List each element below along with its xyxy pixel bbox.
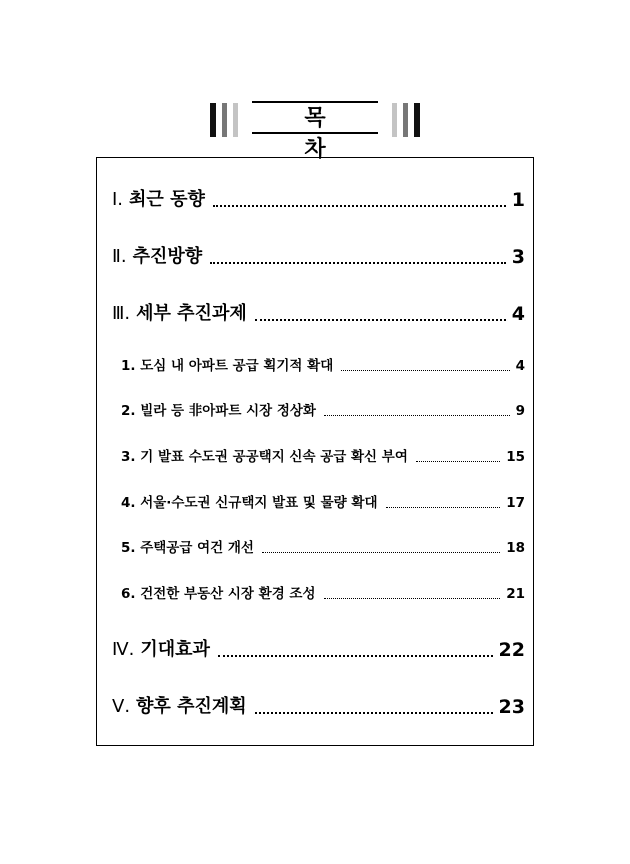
dot-leader	[416, 461, 500, 462]
toc-entry-subsection-4[interactable]	[121, 493, 525, 513]
page-number: 23	[498, 696, 525, 718]
toc-entry-section-2[interactable]	[112, 244, 525, 270]
section-number: Ⅳ.	[112, 639, 135, 660]
page-number: 21	[506, 586, 525, 602]
section-title: 기대효과	[140, 639, 210, 660]
page-number: 3	[511, 246, 525, 268]
decorative-bar	[222, 103, 227, 137]
dot-leader	[213, 205, 506, 207]
section-number: Ⅱ.	[112, 246, 127, 267]
section-title: 추진방향	[132, 246, 203, 267]
dot-leader	[341, 370, 509, 371]
section-number: Ⅴ.	[112, 696, 131, 717]
toc-entry-subsection-3[interactable]	[121, 447, 525, 467]
section-number: Ⅰ.	[112, 189, 124, 210]
dot-leader	[324, 598, 501, 599]
page-number: 18	[506, 540, 525, 556]
toc-entry-subsection-6[interactable]	[121, 584, 525, 604]
toc-entry-section-1[interactable]	[112, 187, 525, 213]
subsection-title: 6. 건전한 부동산 시장 환경 조성	[121, 586, 316, 602]
toc-title-block	[0, 101, 630, 162]
toc-entry-section-4[interactable]	[112, 637, 525, 663]
subsection-title: 1. 도심 내 아파트 공급 획기적 확대	[121, 358, 334, 374]
page-title: 목 차	[252, 101, 378, 134]
page-number: 1	[511, 189, 525, 211]
decorative-bar	[210, 103, 216, 137]
section-title: 세부 추진과제	[136, 303, 247, 324]
decorative-bar	[392, 103, 397, 137]
decorative-bar	[403, 103, 408, 137]
toc-entry-subsection-2[interactable]	[121, 401, 525, 421]
section-title: 향후 추진계획	[136, 696, 247, 717]
toc-entry-section-5[interactable]	[112, 694, 525, 720]
dot-leader	[386, 507, 501, 508]
page-number: 9	[515, 403, 525, 419]
dot-leader	[262, 552, 500, 553]
subsection-title: 4. 서울·수도권 신규택지 발표 및 물량 확대	[121, 495, 378, 511]
dot-leader	[218, 655, 493, 657]
page-number: 22	[498, 639, 525, 661]
dot-leader	[255, 319, 506, 321]
section-number: Ⅲ.	[112, 303, 131, 324]
toc-entry-subsection-5[interactable]	[121, 538, 525, 558]
subsection-title: 5. 주택공급 여건 개선	[121, 540, 254, 556]
toc-entry-subsection-1[interactable]	[121, 356, 525, 376]
subsection-title: 2. 빌라 등 非아파트 시장 정상화	[121, 403, 316, 419]
page-number: 17	[506, 495, 525, 511]
decorative-bar	[233, 103, 238, 137]
dot-leader	[210, 262, 506, 264]
dot-leader	[255, 712, 493, 714]
subsection-title: 3. 기 발표 수도권 공공택지 신속 공급 확신 부여	[121, 449, 408, 465]
page-number: 4	[515, 358, 525, 374]
toc-entry-section-3[interactable]	[112, 301, 525, 327]
decorative-bar	[414, 103, 420, 137]
page-number: 15	[506, 449, 525, 465]
section-title: 최근 동향	[129, 189, 205, 210]
dot-leader	[324, 415, 510, 416]
page-number: 4	[511, 303, 525, 325]
